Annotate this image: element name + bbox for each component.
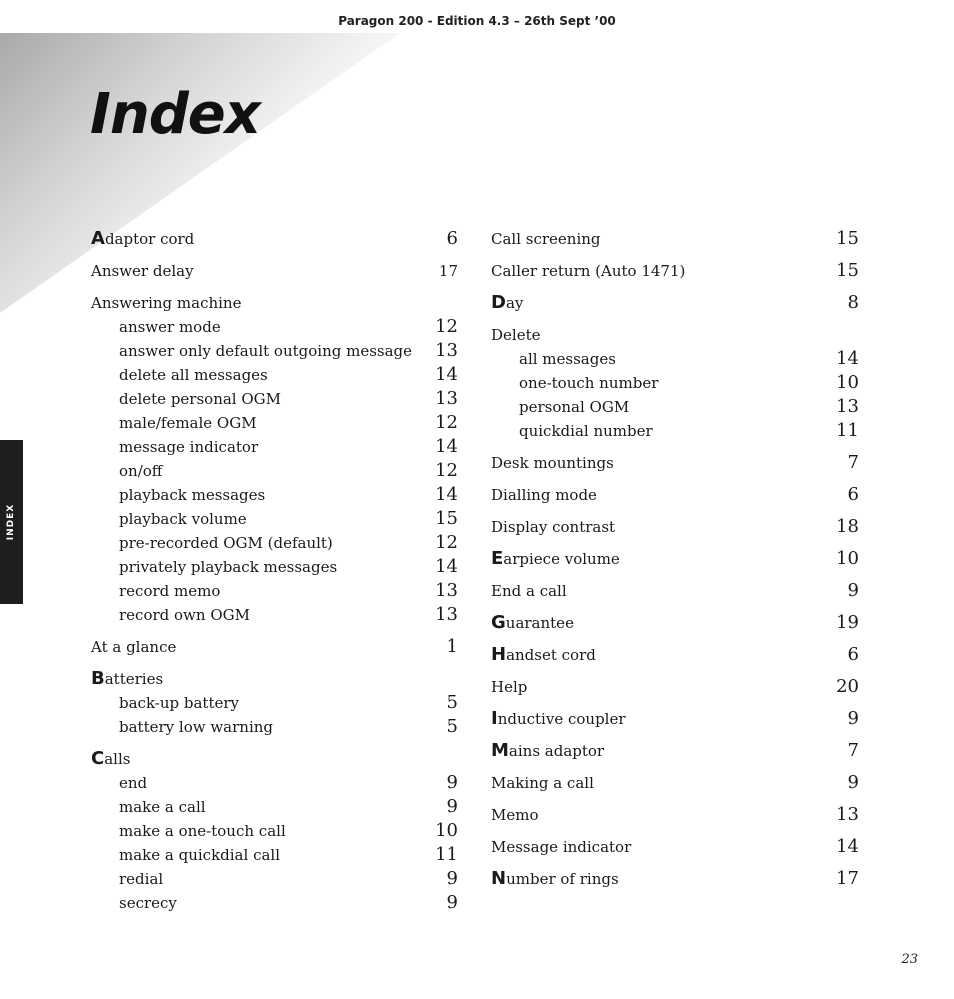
entry-label: [91, 667, 163, 691]
index-entry: [491, 867, 859, 891]
entry-page-number: 11: [435, 844, 458, 865]
index-subentry: [91, 795, 458, 819]
entry-page-number: 10: [836, 372, 859, 393]
index-subentry: [91, 339, 458, 363]
entry-page-number: 13: [435, 388, 458, 409]
entry-page-number: 1: [446, 636, 458, 657]
entry-page-number: 17: [438, 262, 458, 280]
entry-label: Memo: [491, 806, 539, 824]
entry-label: record own OGM: [119, 606, 250, 624]
index-subentry: [91, 507, 458, 531]
entry-page-number: 6: [847, 484, 859, 505]
entry-label: record memo: [119, 582, 221, 600]
entry-page-number: 11: [836, 420, 859, 441]
entry-page-number: 13: [435, 580, 458, 601]
index-entry: [491, 227, 859, 251]
index-subentry: [91, 435, 458, 459]
entry-page-number: 14: [435, 364, 458, 385]
entry-page-number: 5: [446, 716, 458, 737]
index-subentry: [491, 347, 859, 371]
index-subentry: [91, 555, 458, 579]
index-entry: [491, 835, 859, 859]
index-subentry: [91, 603, 458, 627]
index-subentry: [91, 715, 458, 739]
entry-page-number: 15: [836, 260, 859, 281]
entry-page-number: 12: [435, 532, 458, 553]
entry-label: battery low warning: [119, 718, 273, 736]
entry-label: Message indicator: [491, 838, 632, 856]
index-entry: [91, 635, 458, 659]
index-subentry: [91, 531, 458, 555]
entry-label: answer only default outgoing message: [119, 342, 413, 360]
entry-label: [491, 867, 619, 891]
entry-initial: E: [491, 548, 504, 569]
entry-page-number: 12: [435, 316, 458, 337]
entry-label: secrecy: [119, 894, 177, 912]
index-subentry: [91, 867, 458, 891]
index-entry: [491, 259, 859, 283]
index-entry: [91, 291, 458, 315]
entry-page-number: 20: [836, 676, 859, 697]
entry-label: [491, 291, 523, 315]
entry-label: Display contrast: [491, 518, 616, 536]
entry-label: redial: [119, 870, 164, 888]
entry-page-number: 9: [847, 708, 859, 729]
entry-page-number: 5: [446, 692, 458, 713]
entry-label: End a call: [491, 582, 567, 600]
entry-label: quickdial number: [519, 422, 653, 440]
index-subentry: [91, 819, 458, 843]
entry-label: make a quickdial call: [119, 846, 281, 864]
entry-label: playback messages: [119, 486, 266, 504]
entry-page-number: 9: [446, 868, 458, 889]
entry-page-number: 13: [836, 396, 859, 417]
entry-label: Help: [491, 678, 528, 696]
entry-page-number: 9: [847, 772, 859, 793]
entry-label: playback volume: [119, 510, 247, 528]
index-subentry: [91, 483, 458, 507]
entry-label-rest: daptor cord: [104, 230, 195, 248]
entry-label: [491, 547, 620, 571]
entry-label: answer mode: [119, 318, 221, 336]
index-entry: [491, 291, 859, 315]
entry-initial: C: [91, 748, 105, 769]
entry-label: all messages: [519, 350, 616, 368]
entry-page-number: 14: [435, 556, 458, 577]
index-entry: [491, 579, 859, 603]
index-entry: [91, 747, 458, 771]
entry-label: message indicator: [119, 438, 259, 456]
index-subentry: [491, 395, 859, 419]
entry-page-number: 14: [435, 436, 458, 457]
page-title: Index: [90, 82, 260, 147]
entry-initial: H: [491, 644, 507, 665]
entry-label: on/off: [119, 462, 163, 480]
index-entry: [491, 611, 859, 635]
index-subentry: [91, 771, 458, 795]
entry-page-number: 9: [446, 796, 458, 817]
index-entry: [491, 643, 859, 667]
index-subentry: [91, 891, 458, 915]
index-column-right: [491, 227, 859, 891]
entry-label-rest: arpiece volume: [503, 550, 620, 568]
entry-page-number: 19: [836, 612, 859, 633]
index-entry: [491, 771, 859, 795]
index-entry: [91, 667, 458, 691]
index-entry: [491, 323, 859, 347]
entry-page-number: 10: [435, 820, 458, 841]
entry-label: [491, 643, 596, 667]
entry-label-rest: nductive coupler: [497, 710, 626, 728]
entry-initial: G: [491, 612, 506, 633]
entry-label: [491, 707, 626, 731]
entry-label: back-up battery: [119, 694, 239, 712]
entry-label: At a glance: [91, 638, 177, 656]
entry-initial: A: [91, 228, 105, 249]
entry-label-rest: andset cord: [506, 646, 596, 664]
entry-label: Answer delay: [91, 262, 194, 280]
entry-initial: B: [91, 668, 105, 689]
index-subentry: [491, 419, 859, 443]
entry-label: Delete: [491, 326, 541, 344]
entry-label: make a one-touch call: [119, 822, 286, 840]
entry-page-number: 6: [446, 228, 458, 249]
entry-page-number: 13: [435, 604, 458, 625]
entry-initial: I: [491, 708, 498, 729]
entry-page-number: 13: [836, 804, 859, 825]
entry-label: male/female OGM: [119, 414, 257, 432]
entry-label: [491, 611, 574, 635]
entry-page-number: 15: [836, 228, 859, 249]
index-subentry: [91, 459, 458, 483]
entry-label: privately playback messages: [119, 558, 338, 576]
entry-page-number: 6: [847, 644, 859, 665]
entry-initial: N: [491, 868, 507, 889]
index-entry: [491, 547, 859, 571]
entry-label: [91, 747, 130, 771]
index-subentry: [491, 371, 859, 395]
index-entry: [491, 483, 859, 507]
entry-page-number: 14: [836, 348, 859, 369]
entry-page-number: 13: [435, 340, 458, 361]
entry-page-number: 7: [847, 740, 859, 761]
entry-label-rest: uarantee: [505, 614, 574, 632]
entry-page-number: 14: [836, 836, 859, 857]
index-entry: [91, 259, 458, 283]
entry-page-number: 12: [435, 412, 458, 433]
entry-page-number: 9: [847, 580, 859, 601]
index-subentry: [91, 843, 458, 867]
entry-label: delete all messages: [119, 366, 268, 384]
page-number: 23: [901, 952, 918, 967]
entry-page-number: 7: [847, 452, 859, 473]
index-column-left: [91, 227, 458, 915]
entry-label: personal OGM: [519, 398, 630, 416]
entry-label-rest: alls: [104, 750, 131, 768]
entry-label-rest: umber of rings: [506, 870, 619, 888]
entry-label: one-touch number: [519, 374, 659, 392]
entry-label: make a call: [119, 798, 206, 816]
entry-page-number: 15: [435, 508, 458, 529]
entry-label: Answering machine: [91, 294, 242, 312]
index-subentry: [91, 579, 458, 603]
index-subentry: [91, 411, 458, 435]
entry-label: Dialling mode: [491, 486, 597, 504]
entry-label: Caller return (Auto 1471): [491, 262, 686, 280]
entry-page-number: 8: [847, 292, 859, 313]
index-subentry: [91, 315, 458, 339]
index-entry: [491, 451, 859, 475]
index-entry: [491, 675, 859, 699]
entry-page-number: 10: [836, 548, 859, 569]
side-tab: [0, 440, 23, 604]
entry-label: Making a call: [491, 774, 594, 792]
index-subentry: [91, 387, 458, 411]
entry-page-number: 17: [836, 868, 859, 889]
entry-initial: M: [491, 740, 509, 761]
index-subentry: [91, 363, 458, 387]
index-entry: [91, 227, 458, 251]
entry-page-number: 9: [446, 892, 458, 913]
index-entry: [491, 707, 859, 731]
entry-label-rest: ains adaptor: [508, 742, 605, 760]
index-subentry: [91, 691, 458, 715]
entry-label: [491, 739, 604, 763]
entry-label: [91, 227, 194, 251]
index-entry: [491, 515, 859, 539]
index-entry: [491, 803, 859, 827]
entry-page-number: 14: [435, 484, 458, 505]
entry-label: end: [119, 774, 148, 792]
entry-page-number: 9: [446, 772, 458, 793]
side-tab-label: INDEX: [6, 503, 17, 541]
running-header: Paragon 200 - Edition 4.3 – 26th Sept ’00: [338, 14, 616, 28]
entry-label-rest: ay: [505, 294, 524, 312]
entry-page-number: 12: [435, 460, 458, 481]
index-entry: [491, 739, 859, 763]
entry-page-number: 18: [836, 516, 859, 537]
entry-label: delete personal OGM: [119, 390, 282, 408]
entry-label: pre-recorded OGM (default): [119, 534, 333, 552]
entry-initial: D: [491, 292, 506, 313]
entry-label: Call screening: [491, 230, 601, 248]
entry-label: Desk mountings: [491, 454, 614, 472]
entry-label-rest: atteries: [104, 670, 164, 688]
